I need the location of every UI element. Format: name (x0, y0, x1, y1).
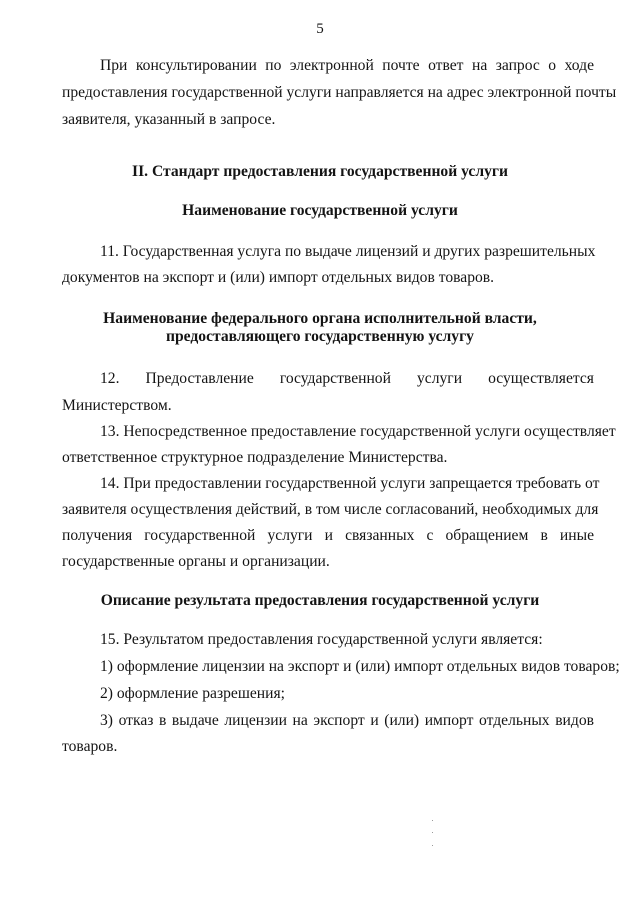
item-12-word: услуги (417, 370, 463, 387)
page-number: 5 (316, 21, 324, 37)
item-14-line-4: государственные органы и организации. (62, 553, 330, 570)
item-11-line-2: документов на экспорт и (или) импорт отдельных видов товаров. (62, 269, 495, 286)
paragraph-email-line-1: При консультировании по электронной почте ответ на запрос о ходе (100, 57, 594, 74)
heading-authority-line-1: Наименование федерального органа исполнительной власти, (103, 310, 537, 327)
item-12-word: 12. (100, 370, 120, 387)
scan-speck (432, 832, 433, 833)
heading-result: Описание результата предоставления государственной услуги (100, 592, 540, 609)
item-15-sub-2: 2) оформление разрешения; (100, 685, 285, 702)
item-12-line-1 (100, 369, 594, 389)
item-15-sub-3-line-2: товаров. (62, 738, 118, 755)
paragraph-email-line-3: заявителя, указанный в запросе. (62, 111, 276, 128)
item-11-line-1: 11. Государственная услуга по выдаче лицензий и других разрешительных (100, 243, 596, 260)
item-13-line-2: ответственное структурное подразделение Министерства. (62, 449, 448, 466)
item-12-line-2: Министерством. (62, 397, 172, 414)
item-12-word: осуществляется (488, 370, 594, 387)
scan-speck (432, 820, 433, 821)
item-14-line-2: заявителя осуществления действий, в том числе согласований, необходимых для (62, 501, 599, 518)
item-12-word: Предоставление (145, 370, 254, 387)
item-14-line-3: получения государственной услуги и связанных с обращением в иные (62, 527, 594, 544)
heading-service-name: Наименование государственной услуги (182, 202, 458, 219)
item-12-word: государственной (279, 370, 391, 387)
item-15-sub-1: 1) оформление лицензии на экспорт и (или) импорт отдельных видов товаров; (100, 658, 620, 675)
item-13-line-1: 13. Непосредственное предоставление государственной услуги осуществляет (100, 423, 616, 440)
item-15-sub-3-line-1: 3) отказ в выдаче лицензии на экспорт и (или) импорт отдельных видов (100, 712, 594, 729)
heading-authority-line-2: предоставляющего государственную услугу (166, 328, 474, 345)
item-15-intro: 15. Результатом предоставления государственной услуги является: (100, 631, 543, 648)
scan-speck (432, 845, 433, 846)
item-14-line-1: 14. При предоставлении государственной услуги запрещается требовать от (100, 475, 600, 492)
paragraph-email-line-2: предоставления государственной услуги направляется на адрес электронной почты (62, 84, 617, 101)
section-title: II. Стандарт предоставления государственной услуги (132, 163, 508, 180)
